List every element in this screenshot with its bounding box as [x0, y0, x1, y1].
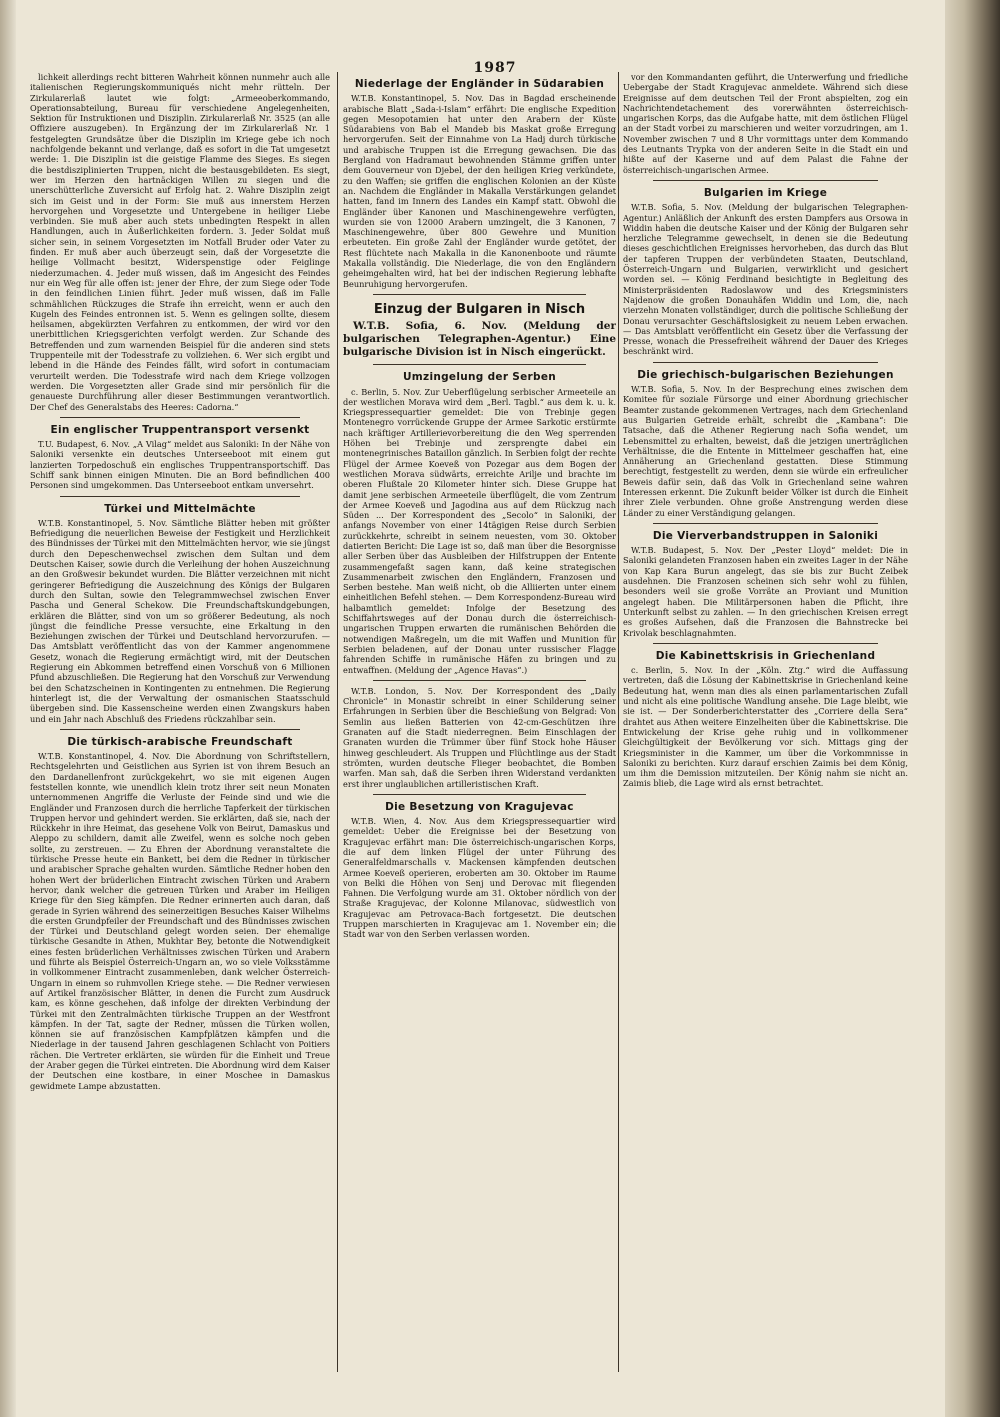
paragraph: W.T.B. Wien, 4. Nov. Aus dem Kriegspressequartier wird gemeldet: Ueber die Ereignisse bei der Besetzung von Kragujevac erfährt man: Die österreichisch-ungarischen Korps, die auf dem linken Flügel der unter Führung des Generalfeldmarschalls v. Mackensen kämpfenden deutschen Armee Koeveß operieren, eroberten am 30. Oktober im Raume von Belki die Höhen von Senj und Derovac mit fliegenden Fahnen. Die Verfolgung wurde am 31. Oktober nördlich von der Straße Kragujevac, der Kolonne Milanovac, südwestlich von Kragujevac am Petrovaca-Bach fortgesetzt. Die deutschen Truppen marschierten in Kragujevac am 1. November ein; die Stadt war von den Serben verlassen worden. — [343, 816, 616, 940]
paragraph: T.U. Budapest, 6. Nov. „A Vilag“ meldet aus Saloniki: In der Nähe von Saloniki versenkte ein deutsches Unterseeboot mit einem gut lanzierten Torpedoschuß ein englisches Truppentransportschiff. Das Schiff sank binnen einigen Minuten. Die an Bord befindlichen 400 Personen sind umgekommen. Das Unterseeboot entkam unversehrt. — [30, 439, 330, 491]
section-divider — [653, 362, 878, 363]
page-number: 1987 — [473, 60, 517, 76]
section-divider — [373, 794, 586, 795]
headline: Bulgarien im Kriege — [703, 186, 828, 199]
paragraph: c. Berlin, 5. Nov. Zur Ueberflügelung serbischer Armeeteile an der westlichen Morava wird dem „Berl. Tagbl.“ aus dem k. u. k. Kriegspressequartier gemeldet: Die von Trebinje gegen Montenegro vorrückende Gruppe der Armee Sarkotic erstürmte nach kräftiger Artillerievorbereitung die den Weg sperrenden Höhen bei Trebinje und zersprengte dabei ein montenegrinisches Bataillon gänzlich. In Serbien folgt der rechte Flügel der Armee Koeveß von Pozegar aus dem Bogen der westlichen Morava südwärts, erreichte Arilje und brachte im oberen Flußtale 20 Kilometer hinter sich. Diese Gruppe hat damit jene serbischen Armeeteile überflügelt, die vom Zentrum der Armee Koeveß und Jagodina aus auf dem Rückzug nach Süden ... Der Korrespondent des „Secolo“ in Saloniki, der anfangs November von einer 14tägigen Reise durch Serbien zurückkehrte, schreibt in seinem neuesten, vom 30. Oktober datierten Bericht: Die Lage ist so, daß man über die Besorgnisse aller Serben über das Ausbleiben der Hilfstruppen der Entente zusammengefaßt sagen kann, daß keine strategischen Zusammenarbeit zwischen den Engländern, Franzosen und Serben bestehe. Man weiß nicht, ob die Alliierten unter einem einheitlichen Befehl stehen. — Dem Korrespondenz-Bureau wird halbamtlich gemeldet: Infolge der Besetzung des Schiffahrtsweges auf der Donau durch die österreichisch-ungarischen Truppen erwarten die rumänischen Behörden die notwendigen Maßregeln, um die mit Waffen und Munition für Serbien beladenen, auf der Donau unter russischer Flagge fahrenden Schiffe in rumänische Häfen zu bringen und zu entwaffnen. (Meldung der „Agence Havas“.) — [343, 386, 616, 675]
section-divider — [60, 496, 300, 497]
section-divider — [653, 643, 878, 644]
paragraph: W.T.B. Konstantinopel, 4. Nov. Die Abordnung von Schriftstellern, Rechtsgelehrten und Geistlichen aus Syrien ist von ihrem Besuch an den Dardanellenfront zurückgekehrt, wo sie mit eigenen Augen feststellen konnte, wie unendlich klein trotz ihrer seit neun Monaten unternommenen Angriffe die Verluste der Feinde sind und wie die Engländer und Franzosen durch die herrliche Tapferkeit der türkischen Truppen hervor und gehindert werden. Sie erklärten, daß sie, nach der Rückkehr in ihre Heimat, das gesehene Volk von Beirut, Damaskus und Aleppo zu schildern, damit alle Zweifel, wenn es solche noch geben sollte, zu zerstreuen. — Zu Ehren der Abordnung veranstaltete die türkische Presse heute ein Bankett, bei dem die Redner in türkischer und arabischer Sprache gehalten wurden. Sämtliche Redner hoben den hohen Wert der brüderlichen Eintracht zwischen Türken und Arabern hervor, dank welcher die getreuen Türken und Araber im Heiligen Kriege für den Sieg kämpfen. Die Redner erinnerten auch daran, daß gerade in Syrien während des seinerzeitigen Besuches Kaiser Wilhelms die ersten Grundpfeiler der Freundschaft und des Bündnisses zwischen der Türkei und Deutschland gelegt worden seien. Der ehemalige türkische Gesandte in Athen, Mukhtar Bey, betonte die Notwendigkeit eines festen brüderlichen Verhältnisses zwischen Türken und Arabern und führte als Beispiel Österreich-Ungarn an, wo so viele Volksstämme in vollkommener Eintracht zusammenleben, dank welcher Österreich-Ungarn in einem so ruhmvollen Kriege stehe. — Die Redner verwiesen auf Artikel französischer Blätter, in denen die Furcht zum Ausdruck kam, es könne geschehen, daß infolge der direkten Verbindung der Türkei mit den Zentralmächten türkische Truppen an der Westfront kämpfen. In der Tat, sagte der Redner, müssen die Türken wollen, können sie auf französischen Kampfplätzen kämpfen und die Niederlage in der tausend Jahren geschlagenen Schlacht von Poitiers rächen. Die Vertreter erklärten, sie würden für die Einheit und Treue der Araber gegen die Türkei eintreten. Die Abordnung wird dem Kaiser der Deutschen eine kostbare, in einer Moschee in Damaskus gewidmete Lampe abzustatten. — [30, 751, 330, 1091]
headline: Die Kabinettskrisis in Griechenland — [655, 649, 876, 662]
column-rule — [618, 72, 619, 1372]
section-divider — [373, 680, 586, 681]
column-middle — [343, 72, 616, 1382]
paragraph: W.T.B. Budapest, 5. Nov. Der „Pester Lloyd“ meldet: Die in Saloniki gelandeten Franzosen haben ein zweites Lager in der Nähe von Kap Kara Burun angelegt, das sie bis zur Bucht Zeibek ausdehnen. Die Franzosen scheinen sich sehr wohl zu fühlen, besonders weil sie große Vorräte an Proviant und Munition angelegt haben. Die Militärpersonen haben die Pflicht, ihre Unterkunft selbst zu zahlen. — In den griechischen Kreisen erregt es großes Aufsehen, daß die Franzosen die Bahnstrecke bei Krivolak beschlagnahmten. — [623, 545, 908, 638]
headline: Die türkisch-arabische Freundschaft — [67, 735, 293, 748]
section-divider — [60, 417, 300, 418]
page-left-edge — [0, 0, 16, 1417]
section-divider — [60, 729, 300, 730]
paragraph: W.T.B. Konstantinopel, 5. Nov. Sämtliche Blätter heben mit größter Befriedigung die neuerlichen Beweise der Festigkeit und Herzlichkeit des Bündnisses der Türkei mit den Mittelmächten hervor, wie sie jüngst durch den Depeschenwechsel zwischen dem Sultan und dem Deutschen Kaiser, sowie durch die Verleihung der hohen Auszeichnung an den Großwesir bekundet wurden. Die Blätter verzeichnen mit nicht geringerer Befriedigung die Auszeichnung des Königs der Bulgaren durch den Sultan, sowie den Telegrammwechsel zwischen Enver Pascha und General Schekow. Die Freundschaftskundgebungen, erklären die Blätter, sind von um so größerer Bedeutung, als noch jüngst die feindliche Presse versuchte, eine Erkaltung in den Beziehungen zwischen der Türkei und Deutschland hervorzurufen. — Das Amtsblatt veröffentlicht das von der Kammer angenommene Gesetz, wonach die Regierung ermächtigt wird, mit der Deutschen Regierung ein Abkommen betreffend einen Vorschuß von 6 Millionen Pfund abzuschließen. Die Regierung hat den Vorschuß zur Verwendung bei den Schatzscheinen in Kontingenten zu entnehmen. Die Regierung hinterlegt ist, die der Verwaltung der osmanischen Staatsschuld übergeben sind. Die Kassenscheine werden einen Zwangskurs haben und ein Jahr nach Abschluß des Friedens rückzahlbar sein. — [30, 517, 330, 724]
paragraph: lichkeit allerdings recht bitteren Wahrheit können nunmehr auch alle italienischen Regierungskommuniqués nicht mehr rütteln. Der Zirkularerlaß lautet wie folgt: „Armeeoberkommando, Operationsabteilung, Bureau für verschiedene Angelegenheiten, Sektion für Instruktionen und Disziplin. Zirkularerlaß Nr. 3525 (an alle Offiziere auszugeben). In Ergänzung der im Zirkularerlaß Nr. 1 festgelegten Grundsätze über die Disziplin im Kriege gebe ich noch nachfolgende bekannt und verlange, daß es sofort in die Tat umgesetzt werde: 1. Die Disziplin ist die geistige Flamme des Sieges. Es siegen die bestdisziplinierten Truppen, nicht die bestausgebildeten. Es siegt, wer im Herzen den hartnäckigen Willen zu siegen und die unerschütterliche Zuversicht auf Erfolg hat. 2. Wahre Disziplin zeigt sich im Geist und in der Form: Sie muß aus innerstem Herzen hervorgehen und Vorgesetzte und Untergebene in heiliger Liebe verbinden. Sie muß aber auch stets unbedingten Respekt in allen Handlungen, auch in Äußerlichkeiten fordern. 3. Jeder Soldat muß sicher sein, in seinem Vorgesetzten im Notfall Bruder oder Vater zu finden. Er muß aber auch überzeugt sein, daß der Vorgesetzte die heilige Vollmacht besitzt, Widerspenstige oder Feiglinge niederzumachen. 4. Jeder muß wissen, daß im Angesicht des Feindes nur ein Weg für alle offen ist: jener der Ehre, der zum Siege oder Tode in den feindlichen Linien führt. Jeder muß wissen, daß im Falle schmählichen Rückzuges die Strafe ihn erreicht, wenn er auch den Kugeln des Feindes entronnen ist. 5. Wenn es gelingen sollte, diesem heilsamen, abgekürzten Verfahren zu entkommen, der wird vor den unerbittlichen Kriegsgerichten verfolgt werden. Zur Schande des Betreffenden und zum warnenden Beispiel für die anderen sind stets Truppenteile mit der Todesstrafe zu vollziehen. 6. Wer sich ergibt und lebend in die Hände des Feindes fällt, wird sofort in contumaciam verurteilt werden. Die Todesstrafe wird nach dem Kriege vollzogen werden. Die Vorgesetzten aller Grade sind mir persönlich für die genaueste Durchführung aller dieser Bestimmungen verantwortlich. Der Chef des Generalstabs des Heeres: Cadorna.“ — [30, 72, 330, 412]
section-divider — [653, 523, 878, 524]
column-right — [623, 72, 908, 1382]
headline: Die Vierverbandstruppen in Saloniki — [652, 529, 879, 542]
lead-paragraph: W.T.B. Sofia, 6. Nov. (Meldung der bulgarischen Telegraphen-Agentur.) Eine bulgarische Division ist in Nisch eingerückt. — [343, 320, 616, 359]
paragraph: W.T.B. Konstantinopel, 5. Nov. Das in Bagdad erscheinende arabische Blatt „Sada-i-Islam“ erfährt: Die englische Expedition gegen Mesopotamien hat unter den Arabern der Küste Südarabiens von Bab el Mandeb bis Maskat große Erregung hervorgerufen. Seit der Einnahme von La Hadj durch türkische und arabische Truppen ist die Erregung gewachsen. Die das Bergland von Hadramaut bewohnenden Stämme griffen unter dem Gouverneur von Djebel, der den heiligen Krieg verkündete, zu den Waffen; sie griffen die englischen Kolonien an der Küste an. Nachdem die Engländer in Makalla Verstärkungen gelandet hatten, fand im Innern des Landes ein Kampf statt. Obwohl die Engländer über Kanonen und Maschinengewehre verfügten, wurden sie von 12000 Arabern umzingelt, die 3 Kanonen, 7 Maschinengewehre, über 800 Gewehre und Munition erbeuteten. Ein große Zahl der Engländer wurde getötet, der Rest flüchtete nach Makalla in die Kanonenboote und räumte Makalla vollständig. Die Niederlage, die von den Engländern geheimgehalten wird, hat bei der indischen Regierung lebhafte Beunruhigung hervorgerufen. — [343, 93, 616, 289]
big-headline: Einzug der Bulgaren in Nisch — [373, 301, 586, 317]
column-left — [30, 72, 330, 1362]
paragraph: W.T.B. London, 5. Nov. Der Korrespondent des „Daily Chronicle“ in Monastir schreibt in einer Schilderung seiner Erfahrungen in Serbien über die Beschießung von Belgrad: Von Semlin aus ließen Batterien von 42-cm-Geschützen ihre Granaten auf die Stadt niederregnen. Beim Einschlagen der Granaten wurden die Trümmer über fünf Stock hohe Häuser hinweg geschleudert. Als Truppen und Flüchtlinge aus der Stadt strömten, wurden deutsche Flieger beobachtet, die Bomben warfen. Man sah, daß die Serben ihren Widerstand verdankten erst ihrer unglaublichen artilleristischen Kraft. — [343, 685, 616, 789]
paragraph: vor den Kommandanten geführt, die Unterwerfung und friedliche Uebergabe der Stadt Kragujevac anmeldete. Während sich diese Ereignisse auf dem deutschen Teil der Front abspielten, zog ein Nachrichtendetachement des vorerwähnten österreichisch-ungarischen Korps, das die Aufgabe hatte, mit dem östlichen Flügel an der Stadt vorbei zu marschieren und weiter vorzudringen, am 1. November zwischen 7 und 8 Uhr vormittags unter dem Kommando des Leutnants Trypka von der anderen Seite in die Stadt ein und hißte auf der Kaserne und auf dem Palast die Fahne der österreichisch-ungarischen Armee. — [623, 72, 908, 175]
section-divider — [373, 364, 586, 365]
section-divider — [653, 180, 878, 181]
headline: Die Besetzung von Kragujevac — [385, 800, 574, 813]
headline-box — [343, 301, 616, 359]
headline: Ein englischer Truppentransport versenkt — [50, 423, 310, 436]
section-divider — [373, 294, 586, 295]
paragraph: W.T.B. Sofia, 5. Nov. (Meldung der bulgarischen Telegraphen-Agentur.) Anläßlich der Ankunft des ersten Dampfers aus Orsowa in Widdin haben die deutsche Kaiser und der König der Bulgaren sehr herzliche Telegramme gewechselt, in denen sie die Bedeutung dieses geschichtlichen Ereignisses hervorheben, das durch das Blut der tapferen Truppen der verbündeten Staaten, Deutschland, Österreich-Ungarn und Bulgarien, verwirklicht und gesichert worden sei. — König Ferdinand besichtigte in Begleitung des Ministerpräsidenten Radoslawow und des Kriegsministers Najdenow die großen Donauhäfen Widdin und Lom, die, nach vierzehn Monaten vollständiger, durch die politische Schließung der Donau verursachter Geschäftslosigkeit zu neuem Leben erwachen. — Das Amtsblatt veröffentlicht ein Gesetz über die Verfassung der Presse, wonach die Pressefreiheit während der Dauer des Krieges beschränkt wird. — [623, 202, 908, 357]
headline: Die griechisch-bulgarischen Beziehungen — [637, 368, 894, 381]
headline: Türkei und Mittelmächte — [104, 502, 256, 515]
headline: Umzingelung der Serben — [402, 371, 557, 384]
column-rule — [337, 72, 338, 1372]
paragraph: W.T.B. Sofia, 5. Nov. In der Besprechung eines zwischen dem Komitee für soziale Fürsorge und einer Abordnung griechischer Beamter zustande gekommenen Vertrages, nach dem Griechenland aus Bulgarien Getreide erhält, schreibt die „Kambana“: Die Tatsache, daß die Athener Regierung nach Sofia wendet, um Lebensmittel zu erhalten, beweist, daß die jetzigen unerträglichen Verhältnisse, die die Entente in Mittelmeer geschaffen hat, eine Annäherung an Griechenland gestatten. Diese Stimmung berechtigt, festgestellt zu werden, denn sie würde ein erfreulicher Beweis dafür sein, daß das Volk in Griechenland seine wahren Interessen erkennt. Die Zukunft beider Völker ist durch die Einheit ihrer Ziele verbunden. Ohne große Anstrengung werden diese Länder zu einer Verständigung gelangen. — [623, 384, 908, 518]
paragraph: c. Berlin, 5. Nov. In der „Köln. Ztg.“ wird die Auffassung vertreten, daß die Lösung der Kabinettskrise in Griechenland keine Bedeutung hat, wenn man dies als einen parlamentarischen Zufall und nicht als eine politische Wandlung ansehe. Die Lage bleibt, wie sie ist. — Der Sonderberichterstatter des „Corriere della Sera“ drahtet aus Athen weitere Einzelheiten über die Kabinettskrise. Die Entwickelung der Krise gehe ruhig und in vollkommener Gleichgültigkeit der Bevölkerung vor sich. Mittags ging der Kriegsminister in die Kammer, um über die Vorkommnisse in Saloniki zu berichten. Kurz darauf erschien Zaimis bei dem König, um ihm die Demission mitzuteilen. Der König nahm sie nicht an. Zaimis blieb, die Lage wird als ernst betrachtet. — [623, 665, 908, 789]
headline: Niederlage der Engländer in Südarabien — [354, 78, 605, 90]
book-binding — [945, 0, 1000, 1417]
